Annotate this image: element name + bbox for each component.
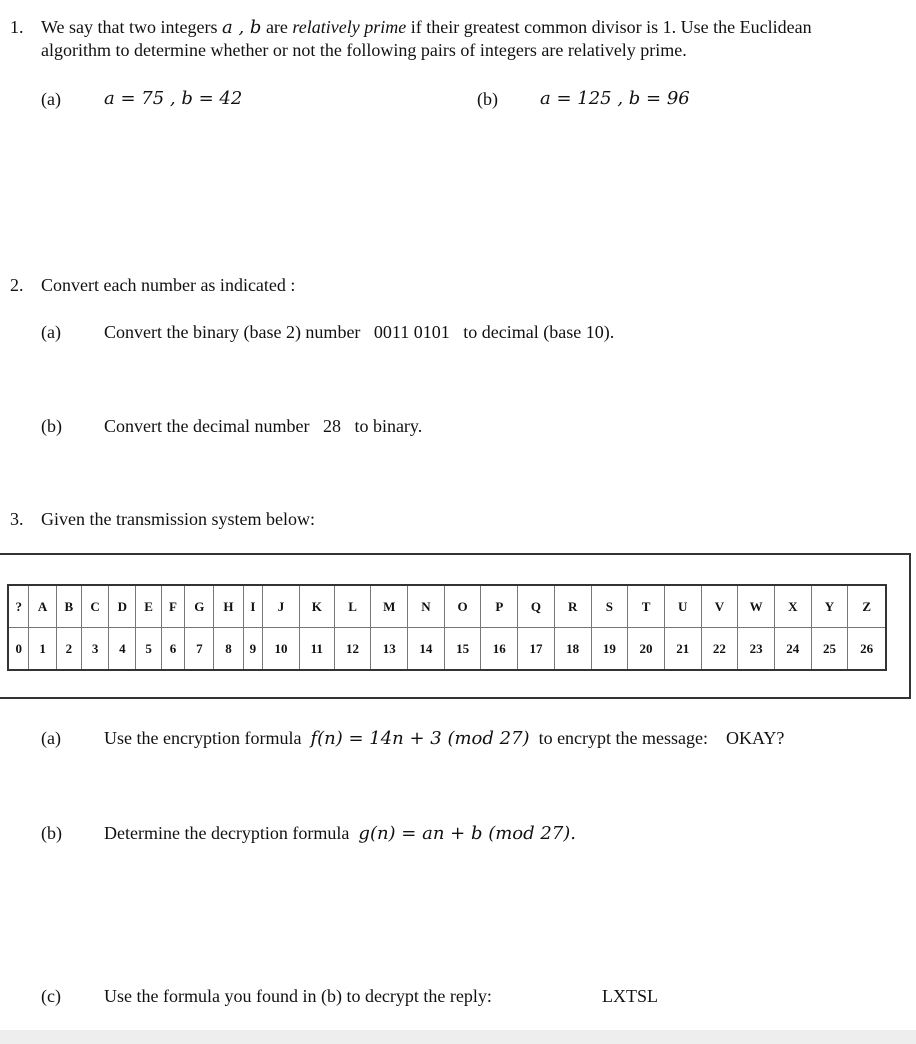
table-number-cell: 16 — [481, 628, 518, 671]
q3a-post: to encrypt the message: — [538, 728, 709, 748]
table-letter-cell: T — [628, 585, 665, 628]
q1-vars: a , b — [222, 17, 262, 38]
table-number-cell: 6 — [161, 628, 184, 671]
q2-text: Convert each number as indicated : — [41, 275, 296, 295]
table-number-cell: 13 — [371, 628, 408, 671]
table-letter-cell: Y — [811, 585, 848, 628]
table-number-cell: 2 — [56, 628, 81, 671]
table-letter-cell: C — [82, 585, 109, 628]
q2a-post: to decimal (base 10). — [463, 322, 615, 342]
table-number-cell: 10 — [263, 628, 300, 671]
q1-line2: algorithm to determine whether or not the following pairs of integers are relatively prime. — [41, 40, 687, 60]
q3b-formula: g(n) = an + b (mod 27). — [358, 823, 577, 844]
q2b-text — [104, 416, 422, 437]
q3a-label: (a) — [41, 728, 61, 748]
table-number-cell: 26 — [848, 628, 886, 671]
q3a-message: OKAY? — [726, 728, 785, 748]
q3-text: Given the transmission system below: — [41, 509, 315, 529]
table-letter-cell: P — [481, 585, 518, 628]
table-letter-cell: J — [263, 585, 300, 628]
q3a-pre: Use the encryption formula — [104, 728, 302, 748]
table-number-cell: 17 — [518, 628, 555, 671]
table-letter-cell: M — [371, 585, 408, 628]
q2b-post: to binary. — [354, 416, 423, 436]
table-letter-cell: X — [774, 585, 811, 628]
table-number-cell: 0 — [8, 628, 29, 671]
q1b-expr: a = 125 , b = 96 — [540, 88, 690, 109]
q3a-formula: f(n) = 14n + 3 (mod 27) — [310, 728, 530, 749]
q2a-value: 0011 0101 — [373, 322, 450, 342]
table-letter-cell: V — [701, 585, 738, 628]
table-letter-cell: ? — [8, 585, 29, 628]
table-letter-cell: A — [29, 585, 56, 628]
table-letter-cell: R — [554, 585, 591, 628]
q3-number: 3. — [10, 509, 24, 529]
q3c-text: Use the formula you found in (b) to decrypt the reply: — [104, 986, 492, 1006]
table-number-cell: 3 — [82, 628, 109, 671]
transmission-table — [7, 584, 887, 671]
q3b-label: (b) — [41, 823, 62, 843]
q2-number: 2. — [10, 275, 24, 295]
q3b-pre: Determine the decryption formula — [104, 823, 350, 843]
table-number-cell: 8 — [214, 628, 243, 671]
q1-term: relatively prime — [292, 17, 407, 37]
table-letter-cell: S — [591, 585, 628, 628]
table-letter-cell: K — [299, 585, 334, 628]
q3a-text — [104, 728, 784, 749]
q1-number: 1. — [10, 17, 24, 37]
table-number-cell: 12 — [334, 628, 371, 671]
q2b-value: 28 — [322, 416, 341, 436]
table-letter-cell: F — [161, 585, 184, 628]
divider — [0, 553, 911, 555]
q2a-text — [104, 322, 614, 343]
table-letter-cell: N — [408, 585, 445, 628]
q1a-expr: a = 75 , b = 42 — [104, 88, 243, 109]
table-number-cell: 19 — [591, 628, 628, 671]
q3c-label: (c) — [41, 986, 61, 1006]
q1-text: if their greatest common divisor is 1. Use the Euclidean — [406, 17, 812, 37]
q1-line1 — [41, 17, 812, 38]
table-letter-cell: G — [185, 585, 214, 628]
table-number-cell: 9 — [243, 628, 263, 671]
q3b-text — [104, 823, 576, 844]
table-number-cell: 18 — [554, 628, 591, 671]
table-number-cell: 11 — [299, 628, 334, 671]
table-letter-cell: O — [444, 585, 481, 628]
table-letter-cell: D — [109, 585, 136, 628]
table-number-cell: 15 — [444, 628, 481, 671]
page-bottom-bar — [0, 1030, 916, 1044]
table-letter-cell: Z — [848, 585, 886, 628]
table-letter-cell: H — [214, 585, 243, 628]
table-letter-cell: L — [334, 585, 371, 628]
table-number-cell: 5 — [136, 628, 161, 671]
table-number-cell: 23 — [738, 628, 775, 671]
q1-text: are — [261, 17, 293, 37]
q1a-label: (a) — [41, 89, 61, 109]
q2b-pre: Convert the decimal number — [104, 416, 310, 436]
table-number-cell: 14 — [408, 628, 445, 671]
table-number-cell: 4 — [109, 628, 136, 671]
q1-text: We say that two integers — [41, 17, 223, 37]
q3c-message: LXTSL — [602, 986, 658, 1006]
table-letter-cell: U — [664, 585, 701, 628]
table-number-cell: 7 — [185, 628, 214, 671]
q2a-pre: Convert the binary (base 2) number — [104, 322, 361, 342]
table-number-cell: 20 — [628, 628, 665, 671]
q2b-label: (b) — [41, 416, 62, 436]
table-letter-cell: E — [136, 585, 161, 628]
table-letter-cell: Q — [518, 585, 555, 628]
table-number-cell: 1 — [29, 628, 56, 671]
table-number-cell: 22 — [701, 628, 738, 671]
letters-row — [8, 585, 886, 628]
table-letter-cell: B — [56, 585, 81, 628]
table-letter-cell: W — [738, 585, 775, 628]
q2a-label: (a) — [41, 322, 61, 342]
numbers-row — [8, 628, 886, 671]
table-number-cell: 24 — [774, 628, 811, 671]
table-letter-cell: I — [243, 585, 263, 628]
table-number-cell: 21 — [664, 628, 701, 671]
q1b-label: (b) — [477, 89, 498, 109]
table-number-cell: 25 — [811, 628, 848, 671]
